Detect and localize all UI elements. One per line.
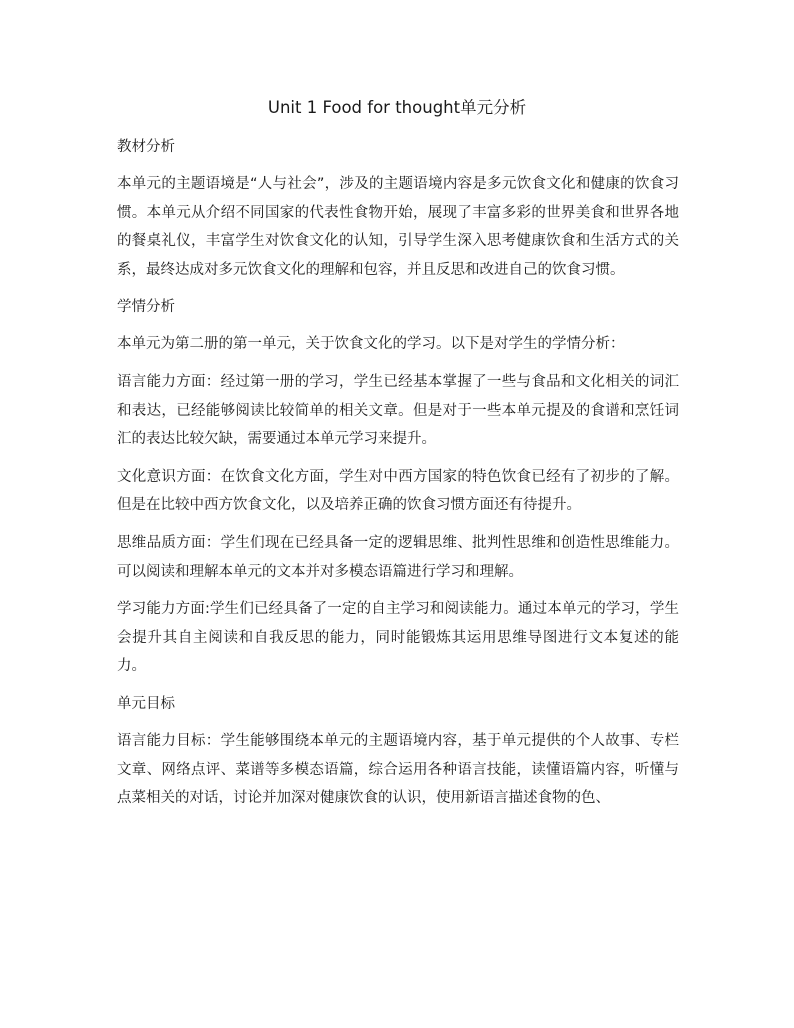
section-heading-unit-objectives: 单元目标 [117,695,175,712]
paragraph: 学习能力方面:学生们已经具备了一定的自主学习和阅读能力。通过本单元的学习，学生会提升其自主阅读和自我反思的能力，同时能锻炼其运用思维导图进行文本复述的能力。 [117,601,679,675]
paragraph: 思维品质方面：学生们现在已经具备一定的逻辑思维、批判性思维和创造性思维能力。可以阅读和理解本单元的文本并对多模态语篇进行学习和理解。 [117,534,679,580]
paragraph: 文化意识方面：在饮食文化方面，学生对中西方国家的特色饮食已经有了初步的了解。但是在比较中西方饮食文化，以及培养正确的饮食习惯方面还有待提升。 [117,468,679,514]
section-heading-textbook-analysis: 教材分析 [117,139,175,155]
paragraph: 语言能力目标：学生能够围绕本单元的主题语境内容，基于单元提供的个人故事、专栏文章、网络点评、菜谱等多模态语篇，综合运用各种语言技能，读懂语篇内容，听懂与点菜相关的对话，讨论并加深对健康饮食的认识，使用新语言描述食物的色、 [117,732,679,807]
section-heading-student-analysis: 学情分析 [117,299,175,316]
paragraph: 语言能力方面：经过第一册的学习，学生已经基本掌握了一些与食品和文化相关的词汇和表达，已经能够阅读比较简单的相关文章。但是对于一些本单元提及的食谱和烹饪词汇的表达比较欠缺，需要通过本单元学习来提升。 [117,373,679,448]
document-title: Unit 1 Food for thought单元分析 [267,98,527,117]
paragraph: 本单元的主题语境是“人与社会”，涉及的主题语境内容是多元饮食文化和健康的饮食习惯。本单元从介绍不同国家的代表性食物开始，展现了丰富多彩的世界美食和世界各地的餐桌礼仪，丰富学生对饮食文化的认知，引导学生深入思考健康饮食和生活方式的关系，最终达成对多元饮食文化的理解和包容，并且反思和改进自己的饮食习惯。 [117,176,679,278]
document-body [117,133,679,822]
paragraph: 本单元为第二册的第一单元，关于饮食文化的学习。以下是对学生的学情分析： [117,336,625,353]
